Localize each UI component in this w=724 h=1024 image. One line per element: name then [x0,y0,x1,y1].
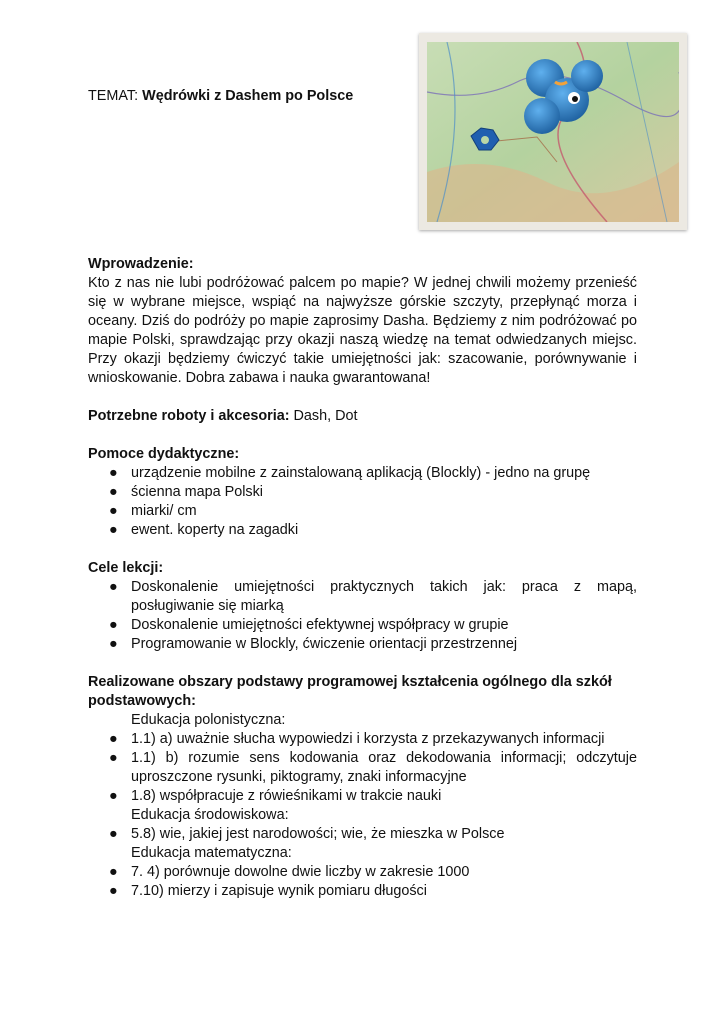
list-item: ● 5.8) wie, jakiej jest narodowości; wie, że mieszka w Polsce [109,826,505,842]
bullet-icon: ● [109,484,118,500]
math-list [88,863,637,901]
bullet-icon: ● [109,636,118,652]
lesson-title [88,88,353,104]
aids-heading: Pomoce dydaktyczne: [88,446,240,462]
title-label: TEMAT: [88,88,143,104]
robots-heading: Potrzebne roboty i akcesoria: [88,408,290,424]
bullet-icon: ● [109,465,118,481]
math-label: Edukacja matematyczna: [131,845,292,861]
bullet-icon: ● [109,731,118,747]
bullet-icon: ● [109,750,118,766]
robots-line [88,407,637,426]
intro-heading: Wprowadzenie: [88,256,194,272]
goals-heading: Cele lekcji: [88,560,164,576]
list-item: ● 1.8) współpracuje z rówieśnikami w trakcie nauki [109,788,442,804]
intro-text: Kto z nas nie lubi podróżować palcem po mapie? W jednej chwili możemy przenieść się w wybrane miejsce, wspiąć na najwyższe górskie szczyty, przepłynąć morza i oceany. Dziś do podróży po mapie zaprosimy Dasha. Będziemy z nim podróżować po mapie Polski, sprawdzając przy okazji naszą wiedzę na temat odwiedzanych miejsc. Przy okazji będziemy ćwiczyć takie umiejętności jak: szacowanie, porównywanie i wnioskowanie. Dobra zabawa i nauka gwarantowana! [88,275,637,386]
bullet-icon: ● [109,503,118,519]
bullet-icon: ● [109,864,118,880]
aids-list [88,464,637,540]
robots-value: Dash, Dot [289,408,358,424]
list-item: ● 1.1) a) uważnie słucha wypowiedzi i korzysta z przekazywanych informacji [109,731,605,747]
lesson-photo [419,33,687,230]
lesson-content [88,255,637,901]
list-item: ● ewent. koperty na zagadki [109,522,299,538]
bullet-icon: ● [109,617,118,633]
title-topic: Wędrówki z Dashem po Polsce [142,88,354,104]
environment-label: Edukacja środowiskowa: [131,807,289,823]
bullet-icon: ● [109,788,118,804]
polish-label: Edukacja polonistyczna: [131,712,286,728]
list-item: ● Doskonalenie umiejętności praktycznych takich jak: praca z mapą, posługiwanie się miarką [109,579,637,614]
bullet-icon: ● [109,826,118,842]
list-item: ● 1.1) b) rozumie sens kodowania oraz dekodowania informacji; odczytuje uproszczone rysunki, piktogramy, znaki informacyjne [109,750,637,785]
list-item: ● 7.10) mierzy i zapisuje wynik pomiaru długości [109,883,427,899]
list-item: ● ścienna mapa Polski [109,484,263,500]
bullet-icon: ● [109,579,118,595]
bullet-icon: ● [109,522,118,538]
bullet-icon: ● [109,883,118,899]
polish-list [88,730,637,806]
environment-list [88,825,637,844]
list-item: ● Doskonalenie umiejętności efektywnej współpracy w grupie [109,617,509,633]
list-item: ● urządzenie mobilne z zainstalowaną aplikacją (Blockly) - jedno na grupę [109,465,591,481]
list-item: ● 7. 4) porównuje dowolne dwie liczby w zakresie 1000 [109,864,470,880]
dash-robot-on-map-image [427,42,679,222]
curriculum-heading: Realizowane obszary podstawy programowej kształcenia ogólnego dla szkół podstawowych: [88,674,612,709]
list-item: ● Programowanie w Blockly, ćwiczenie orientacji przestrzennej [109,636,518,652]
list-item: ● miarki/ cm [109,503,197,519]
goals-list [88,578,637,654]
